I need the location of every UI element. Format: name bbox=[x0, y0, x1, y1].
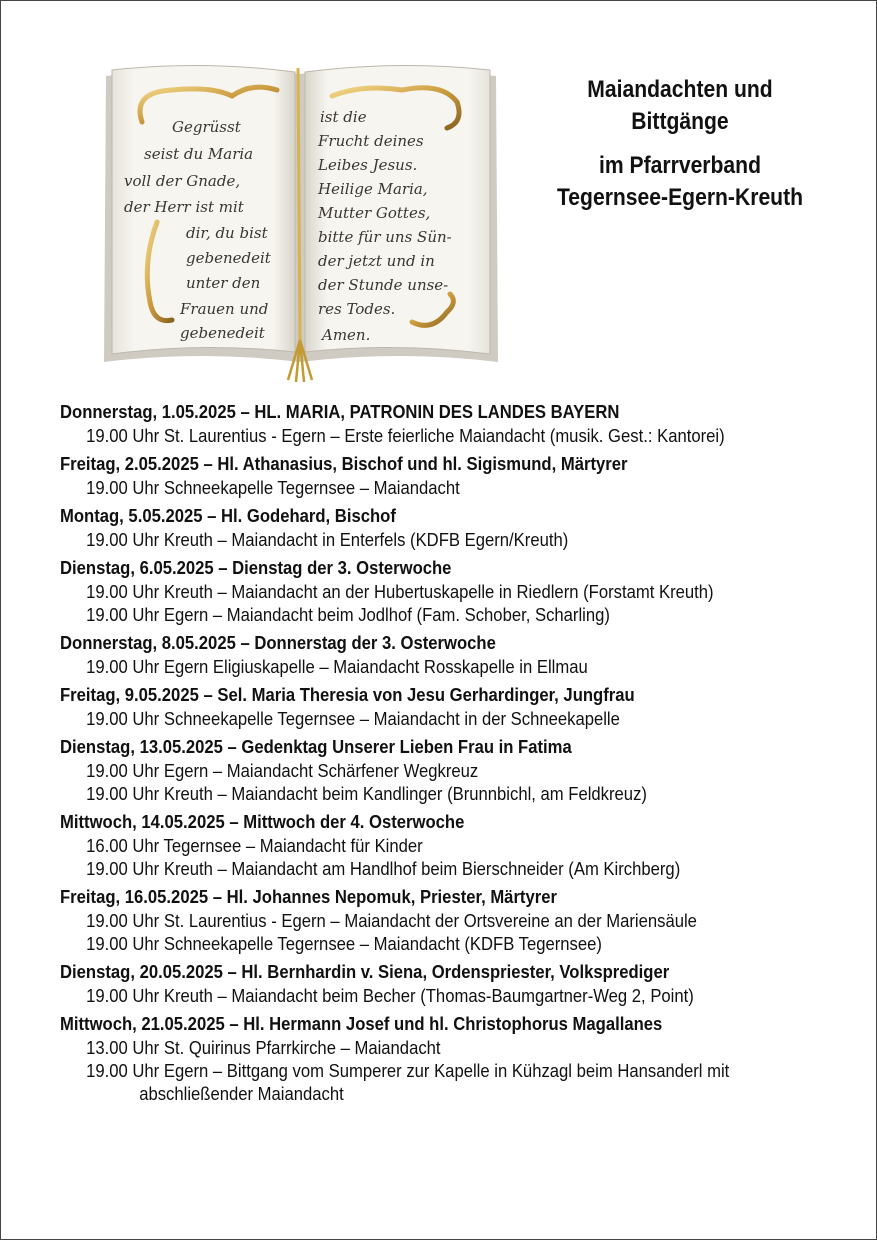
schedule-entry bbox=[60, 556, 850, 626]
event-line: 16.00 Uhr Tegernsee – Maiandacht für Kinder bbox=[86, 835, 423, 856]
title-line-4: Tegernsee-Egern-Kreuth bbox=[556, 184, 804, 211]
entry-heading: Freitag, 9.05.2025 – Sel. Maria Theresia von Jesu Gerhardinger, Jungfrau bbox=[60, 684, 635, 705]
event-line: 19.00 Uhr Egern Eligiuskapelle – Maiandacht Rosskapelle in Ellmau bbox=[86, 656, 588, 677]
entry-heading: Freitag, 16.05.2025 – Hl. Johannes Nepomuk, Priester, Märtyrer bbox=[60, 886, 557, 907]
book-right-line-2: Frucht deines bbox=[318, 132, 424, 150]
title-line-2: Bittgänge bbox=[631, 108, 729, 135]
entry-heading: Mittwoch, 21.05.2025 – Hl. Hermann Josef und hl. Christophorus Magallanes bbox=[60, 1013, 663, 1034]
event-line: 19.00 Uhr Kreuth – Maiandacht in Enterfels (KDFB Egern/Kreuth) bbox=[86, 529, 569, 550]
prayer-book-illustration bbox=[102, 62, 500, 384]
book-left-line-9: gebenedeit bbox=[180, 324, 265, 342]
entry-heading: Freitag, 2.05.2025 – Hl. Athanasius, Bischof und hl. Sigismund, Märtyrer bbox=[60, 453, 628, 474]
event-line: 19.00 Uhr Schneekapelle Tegernsee – Maiandacht (KDFB Tegernsee) bbox=[86, 933, 602, 954]
book-left-line-7: unter den bbox=[186, 274, 261, 292]
event-line: 19.00 Uhr Egern – Bittgang vom Sumperer zur Kapelle in Kühzagl beim Hansanderl mit bbox=[86, 1060, 730, 1081]
entry-heading: Montag, 5.05.2025 – Hl. Godehard, Bischof bbox=[60, 505, 396, 526]
book-right-line-6: bitte für uns Sün- bbox=[318, 228, 452, 246]
book-left-line-8: Frauen und bbox=[180, 300, 269, 318]
book-right-line-8: der Stunde unse- bbox=[318, 276, 449, 294]
event-line: 19.00 Uhr St. Laurentius - Egern – Maiandacht der Ortsvereine an der Mariensäule bbox=[86, 910, 697, 931]
book-right-line-3: Leibes Jesus. bbox=[318, 156, 418, 174]
book-left-line-2: seist du Maria bbox=[144, 145, 254, 163]
book-left-line-4: der Herr ist mit bbox=[124, 198, 244, 216]
entry-heading: Dienstag, 13.05.2025 – Gedenktag Unserer Lieben Frau in Fatima bbox=[60, 736, 572, 757]
book-right-line-7: der jetzt und in bbox=[318, 252, 435, 270]
schedule-entry bbox=[60, 735, 850, 805]
event-line: 19.00 Uhr St. Laurentius - Egern – Erste feierliche Maiandacht (musik. Gest.: Kantorei) bbox=[86, 425, 725, 446]
event-line-continuation: abschließender Maiandacht bbox=[139, 1083, 344, 1104]
book-right-line-9: res Todes. bbox=[318, 300, 396, 318]
schedule-entry bbox=[60, 452, 850, 499]
entry-heading: Donnerstag, 8.05.2025 – Donnerstag der 3. Osterwoche bbox=[60, 632, 496, 653]
schedule-entry bbox=[60, 400, 850, 447]
schedule-entry bbox=[60, 631, 850, 678]
book-left-line-6: gebenedeit bbox=[186, 249, 271, 267]
prayer-book-image bbox=[102, 62, 500, 384]
document-title bbox=[520, 74, 840, 214]
bookmark-ribbon bbox=[298, 68, 300, 342]
entry-heading: Donnerstag, 1.05.2025 – HL. MARIA, PATRONIN DES LANDES BAYERN bbox=[60, 401, 620, 422]
schedule-entry bbox=[60, 1012, 850, 1105]
schedule-entry bbox=[60, 683, 850, 730]
event-line: 19.00 Uhr Schneekapelle Tegernsee – Maiandacht bbox=[86, 477, 460, 498]
schedule-entry bbox=[60, 810, 850, 880]
event-line: 13.00 Uhr St. Quirinus Pfarrkirche – Maiandacht bbox=[86, 1037, 441, 1058]
title-line-1: Maiandachten und bbox=[587, 76, 773, 103]
book-right-line-4: Heilige Maria, bbox=[318, 180, 428, 198]
entry-heading: Mittwoch, 14.05.2025 – Mittwoch der 4. Osterwoche bbox=[60, 811, 465, 832]
event-line: 19.00 Uhr Egern – Maiandacht beim Jodlhof (Fam. Schober, Scharling) bbox=[86, 604, 610, 625]
event-line: 19.00 Uhr Schneekapelle Tegernsee – Maiandacht in der Schneekapelle bbox=[86, 708, 620, 729]
book-left-line-1: Gegrüsst bbox=[172, 118, 241, 136]
entry-heading: Dienstag, 20.05.2025 – Hl. Bernhardin v. Siena, Ordenspriester, Volksprediger bbox=[60, 961, 670, 982]
book-left-line-3: voll der Gnade, bbox=[124, 172, 241, 190]
book-right-line-10: Amen. bbox=[322, 326, 371, 344]
schedule-entry bbox=[60, 960, 850, 1007]
book-left-line-5: dir, du bist bbox=[186, 224, 268, 242]
schedule-entry bbox=[60, 885, 850, 955]
event-line: 19.00 Uhr Kreuth – Maiandacht beim Kandlinger (Brunnbichl, am Feldkreuz) bbox=[86, 783, 647, 804]
event-line: 19.00 Uhr Kreuth – Maiandacht an der Hubertuskapelle in Riedlern (Forstamt Kreuth) bbox=[86, 581, 714, 602]
title-line-3: im Pfarrverband bbox=[598, 152, 761, 179]
schedule-list bbox=[60, 400, 850, 1110]
book-right-line-1: ist die bbox=[320, 108, 367, 126]
book-right-line-5: Mutter Gottes, bbox=[318, 204, 431, 222]
event-line: 19.00 Uhr Kreuth – Maiandacht beim Becher (Thomas-Baumgartner-Weg 2, Point) bbox=[86, 985, 694, 1006]
event-line: 19.00 Uhr Egern – Maiandacht Schärfener Wegkreuz bbox=[86, 760, 479, 781]
schedule-entry bbox=[60, 504, 850, 551]
entry-heading: Dienstag, 6.05.2025 – Dienstag der 3. Osterwoche bbox=[60, 557, 452, 578]
event-line: 19.00 Uhr Kreuth – Maiandacht am Handlhof beim Bierschneider (Am Kirchberg) bbox=[86, 858, 681, 879]
